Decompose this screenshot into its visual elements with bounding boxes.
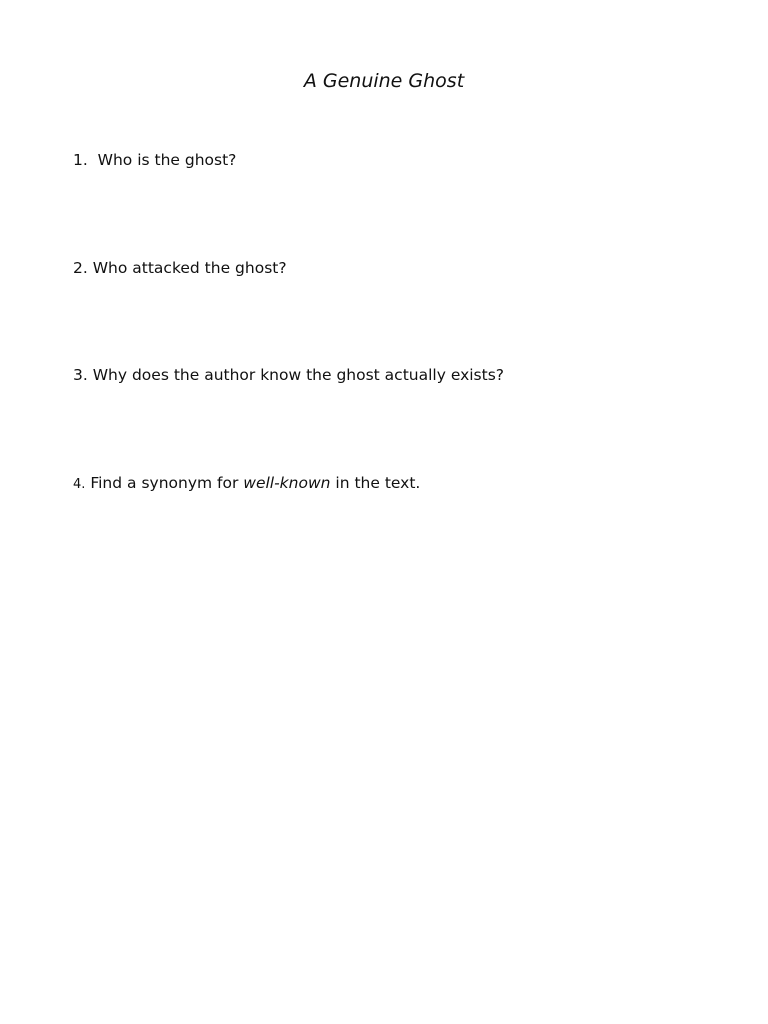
- question-4-text-after: in the text.: [330, 474, 421, 492]
- question-1-text: Who is the ghost?: [87, 151, 237, 169]
- question-4-text-before: Find a synonym for: [85, 474, 244, 492]
- question-2-number: 2.: [73, 259, 88, 277]
- question-1-number: 1.: [73, 151, 88, 169]
- question-2: [73, 259, 287, 277]
- question-1: [73, 151, 236, 169]
- question-3: [73, 366, 504, 384]
- question-3-text: Why does the author know the ghost actually exists?: [87, 366, 505, 384]
- page-title: A Genuine Ghost: [303, 70, 465, 92]
- question-4-emphasis: well-known: [243, 474, 331, 492]
- question-4-number: 4.: [73, 477, 86, 492]
- question-2-text: Who attacked the ghost?: [87, 259, 287, 277]
- question-3-number: 3.: [73, 366, 88, 384]
- question-4: [73, 474, 420, 492]
